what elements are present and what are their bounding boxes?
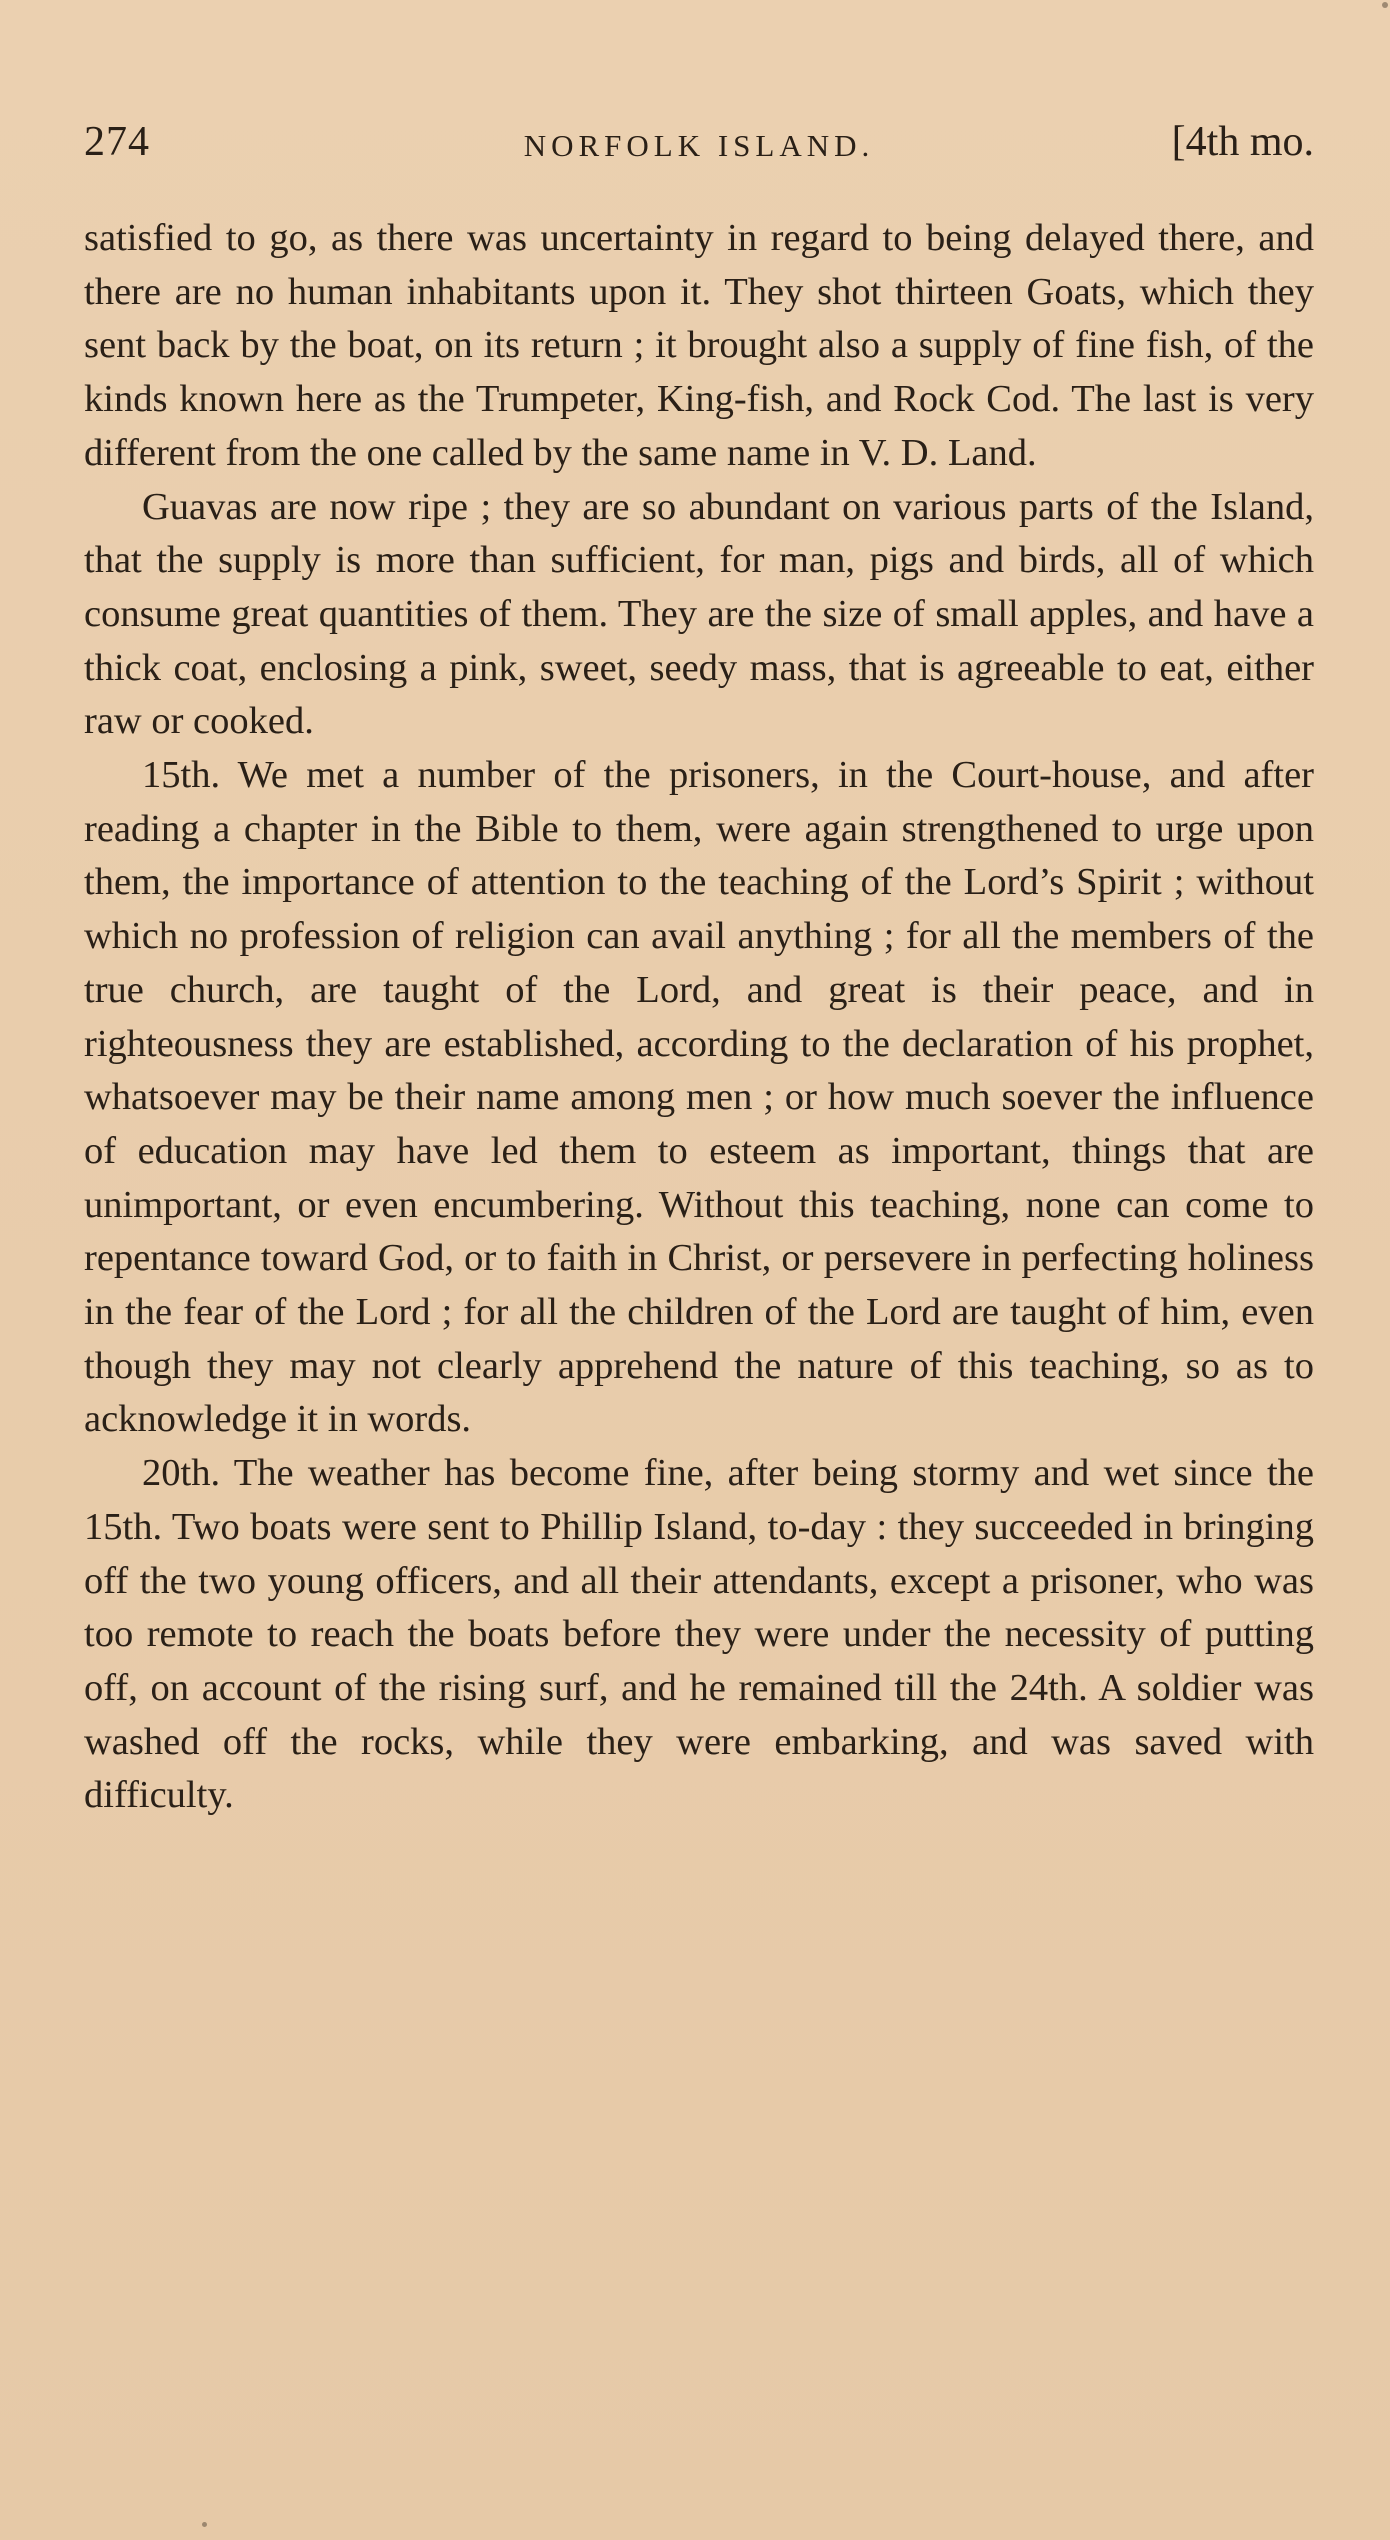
running-title: NORFOLK ISLAND. <box>523 128 875 163</box>
paper-speck <box>1382 2 1388 8</box>
paper-speck <box>202 2522 207 2527</box>
paragraph-4: 20th. The weather has become fine, after being stormy and wet since the 15th. Two boats were sent to Phillip Island, to-day : they succeeded in bringing off the two young officers, and all their attendants, except a prisoner, who was too remote to reach the boats before they were under the necessity of putting off, on account of the rising surf, and he remained till the 24th. A soldier was washed off the rocks, while they were embarking, and was saved with difficulty. <box>84 1452 1314 1817</box>
page-body <box>84 212 1314 1823</box>
month-marker: [4th mo. <box>1171 119 1314 165</box>
paragraph-1: satisfied to go, as there was uncertainty in regard to being delayed there, and there are no human inhabitants upon it. They shot thirteen Goats, which they sent back by the boat, on its return ; it brought also a supply of fine fish, of the kinds known here as the Trumpeter, King-fish, and Rock Cod. The last is very different from the one called by the same name in V. D. Land. <box>84 217 1314 474</box>
page-number: 274 <box>84 119 150 165</box>
paragraph-2: Guavas are now ripe ; they are so abundant on various parts of the Island, that the supply is more than sufficient, for man, pigs and birds, all of which consume great quantities of them. They are the size of small apples, and have a thick coat, enclosing a pink, sweet, seedy mass, that is agreeable to eat, either raw or cooked. <box>84 485 1314 743</box>
paragraph-3: 15th. We met a number of the prisoners, in the Court-house, and after reading a chapter in the Bible to them, were again strengthened to urge upon them, the importance of attention to the teaching of the Lord’s Spirit ; without which no profession of religion can avail anything ; for all the members of the true church, are taught of the Lord, and great is their peace, and in righteousness they are established, according to the declaration of his prophet, whatsoever may be their name among men ; or how much soever the influence of education may have led them to esteem as important, things that are unimportant, or even encumbering. Without this teaching, none can come to repentance toward God, or to faith in Christ, or persevere in perfecting holiness in the fear of the Lord ; for all the children of the Lord are taught of him, even though they may not clearly apprehend the nature of this teaching, so as to acknowledge it in words. <box>84 754 1314 1441</box>
page-header <box>84 118 1314 178</box>
